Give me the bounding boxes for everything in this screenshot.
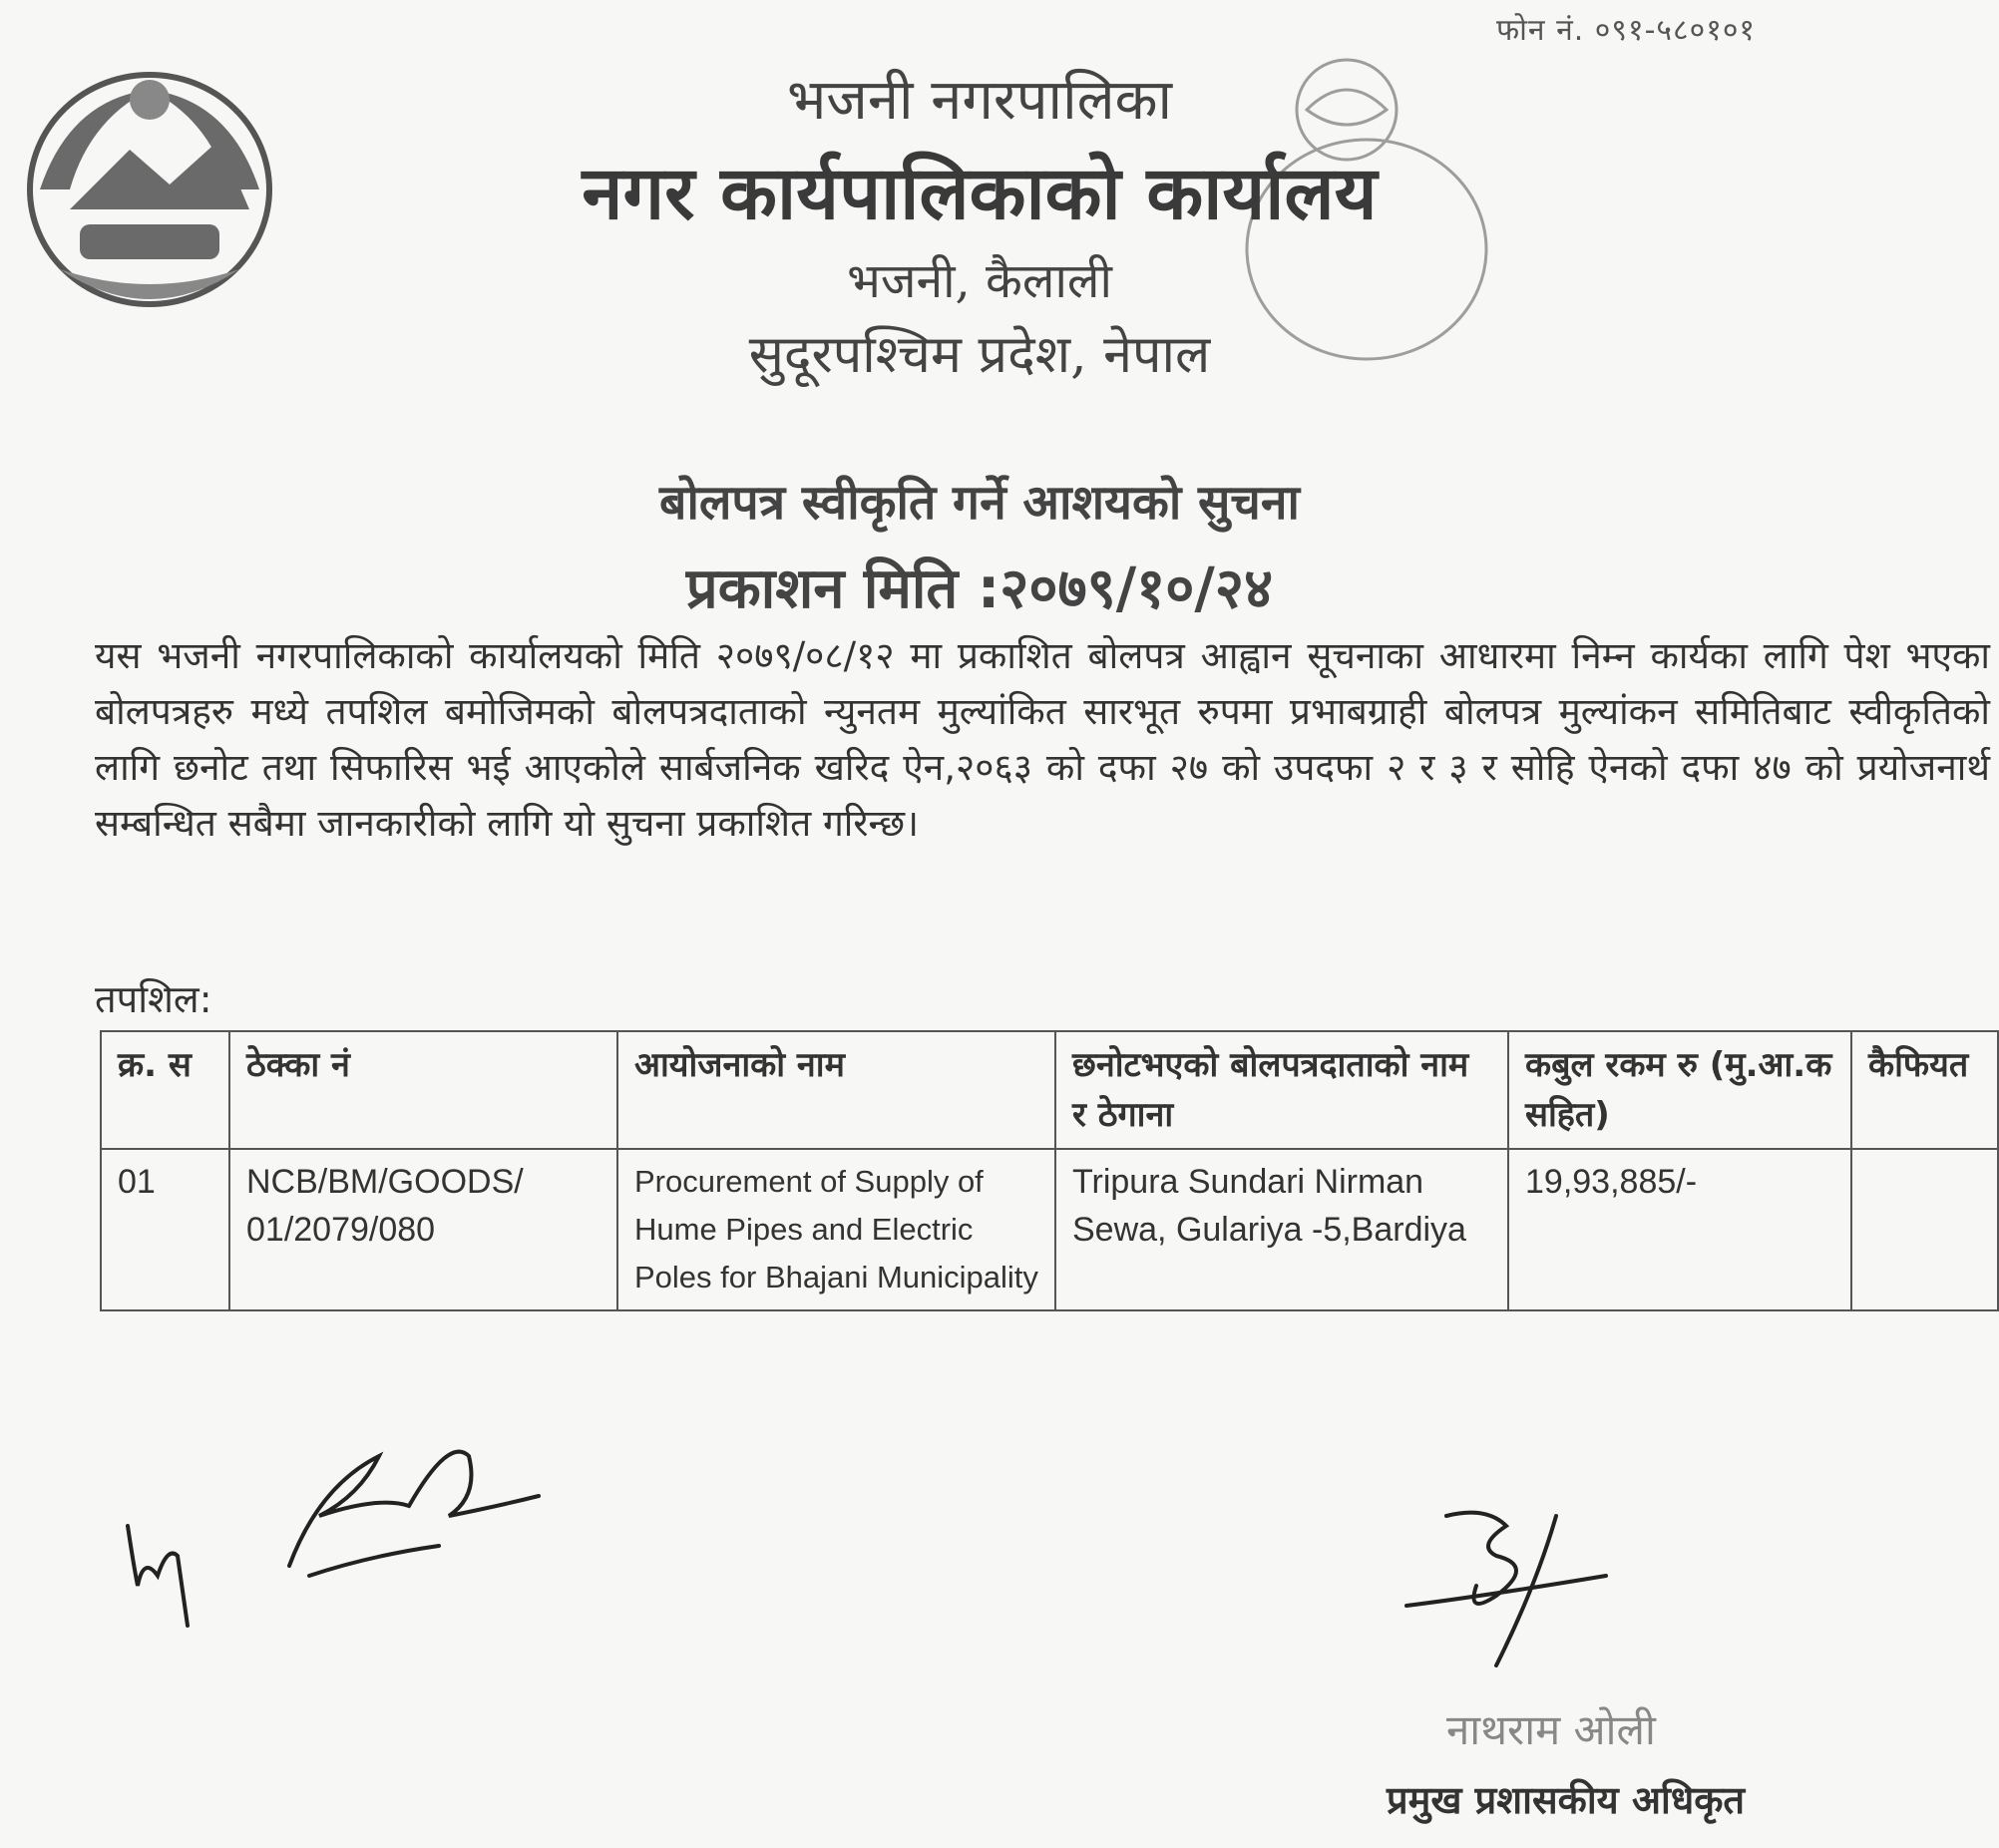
officer-signature [1397, 1496, 1616, 1675]
notice-body: यस भजनी नगरपालिकाको कार्यालयको मिति २०७९/०८/१२ मा प्रकाशित बोलपत्र आह्वान सूचनाका आधारमा निम्न कार्यका लागि पेश भएका बोलपत्रहरु मध्ये तपशिल बमोजिमको बोलपत्रदाताको न्युनतम मुल्यांकित सारभूत रुपमा प्रभाबग्राही बोलपत्र मुल्यांकन समितिबाट स्वीकृतिको लागि छनोट तथा सिफारिस भई आएकोले सार्बजनिक खरिद ऐन,२०६३ को दफा २७ को उपदफा २ र ३ र सोहि ऐनको दफा ४७ को प्रयोजनार्थ सम्बन्धित सबैमा जानकारीको लागि यो सुचना प्रकाशित गरिन्छ। [95, 634, 1990, 845]
table-row [101, 1149, 1998, 1310]
phone-number: फोन नं. ०९१-५८०१०१ [1496, 13, 1757, 48]
header-sn: क्र. स [101, 1031, 229, 1149]
office-location: भजनी, कैलाली [847, 253, 1112, 309]
header-remarks: कैफियत [1851, 1031, 1998, 1149]
cell-amount: 19,93,885/- [1508, 1149, 1851, 1310]
bid-details-table [100, 1030, 1999, 1311]
cell-contract-no: NCB/BM/GOODS/ 01/2079/080 [229, 1149, 617, 1310]
header-amount: कबुल रकम रु (मु.आ.क सहित) [1508, 1031, 1851, 1149]
office-name: नगर कार्यपालिकाको कार्यालय [582, 151, 1378, 236]
municipality-name: भजनी नगरपालिका [786, 68, 1173, 133]
office-province: सुदूरपश्चिम प्रदेश, नेपाल [748, 325, 1211, 385]
cell-remarks [1851, 1149, 1998, 1310]
table-header-row [101, 1031, 1998, 1149]
header-project-name: आयोजनाको नाम [617, 1031, 1055, 1149]
cell-sn: 01 [101, 1149, 229, 1310]
publication-date: प्रकाशन मिति :२०७९/१०/२४ [685, 556, 1274, 621]
signatory-designation: प्रमुख प्रशासकीय अधिकृत [1387, 1778, 1746, 1822]
cell-bidder: Tripura Sundari Nirman Sewa, Gulariya -5,Bardiya [1055, 1149, 1508, 1310]
header-bidder: छनोटभएको बोलपत्रदाताको नाम र ठेगाना [1055, 1031, 1508, 1149]
signatory-name: नाथराम ओली [1446, 1705, 1656, 1754]
notice-title: बोलपत्र स्वीकृति गर्ने आशयको सुचना [659, 475, 1300, 531]
committee-signatures [120, 1416, 638, 1646]
cell-project-name: Procurement of Supply of Hume Pipes and Electric Poles for Bhajani Municipality [617, 1149, 1055, 1310]
header-contract-no: ठेक्का नं [229, 1031, 617, 1149]
tapasil-label: तपशिल: [95, 977, 212, 1021]
